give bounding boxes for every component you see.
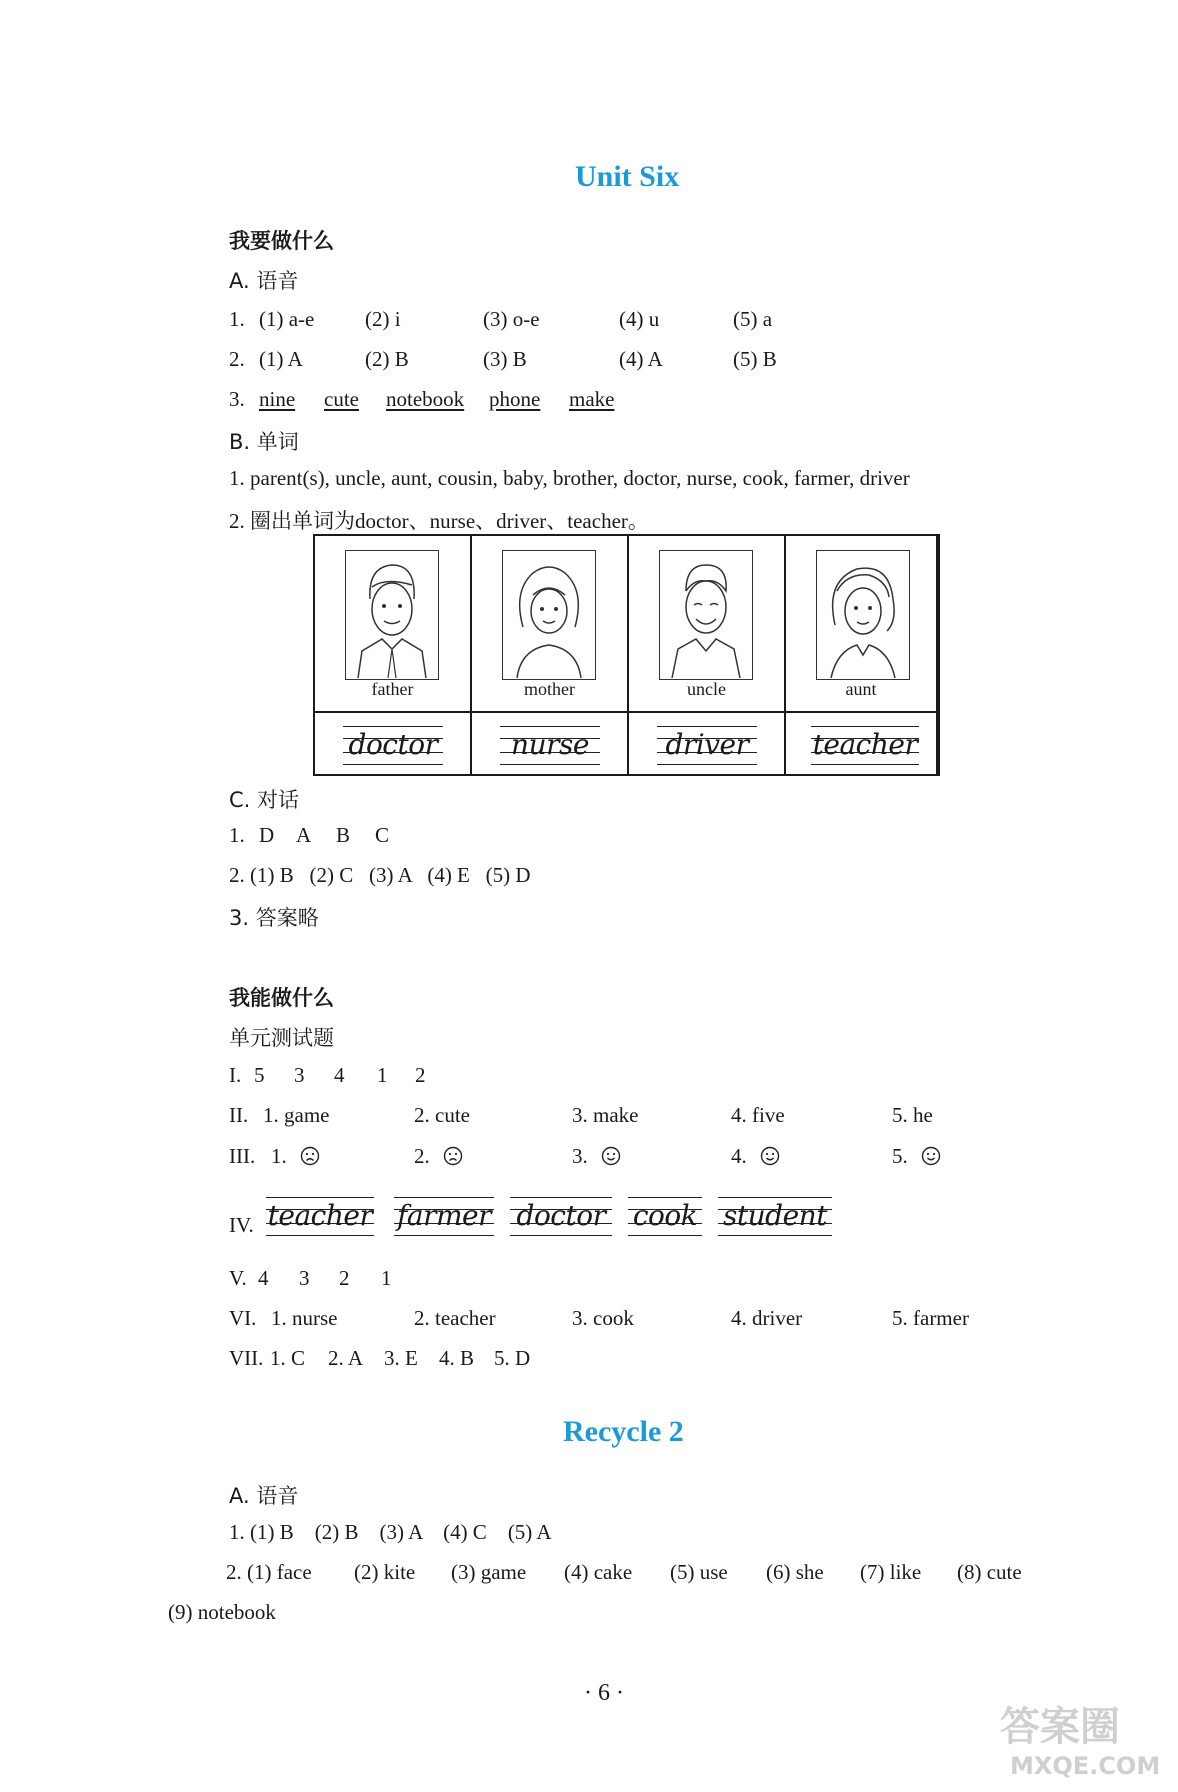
a-q1-label: 1. xyxy=(229,307,245,331)
recycle-q2-item: (2) kite xyxy=(354,1560,416,1584)
handwriting-cell xyxy=(266,1195,374,1239)
handwriting-cell xyxy=(657,722,757,766)
q-III-label: III. xyxy=(229,1144,256,1168)
a-q3-word: notebook xyxy=(386,387,465,411)
aunt-portrait xyxy=(816,550,910,680)
recycle-q2-item: (6) she xyxy=(766,1560,824,1584)
q-II-item: 5. he xyxy=(892,1103,933,1127)
a-q1-item: (4) u xyxy=(619,307,660,331)
section-heading-1: 我要做什么 xyxy=(229,229,334,253)
c-q3: 3. 答案略 xyxy=(229,906,319,930)
a-q1-item: (3) o-e xyxy=(483,307,540,331)
q-VII-item: 2. A xyxy=(328,1346,364,1370)
happy-face-icon xyxy=(921,1146,941,1166)
table-caption: father xyxy=(371,679,414,699)
c-q1-item: D xyxy=(259,823,275,847)
recycle-q2-item: 2. (1) face xyxy=(226,1560,312,1584)
family-table xyxy=(313,534,940,776)
a-q1-item: (2) i xyxy=(365,307,401,331)
b-q1: 1. parent(s), uncle, aunt, cousin, baby, brother, doctor, nurse, cook, farmer, driver xyxy=(229,466,910,490)
table-caption: mother xyxy=(524,679,575,699)
a-q3-word: nine xyxy=(259,387,296,411)
q-IV-label: IV. xyxy=(229,1213,254,1237)
q-VII-item: 5. D xyxy=(494,1346,531,1370)
c-q1-item: B xyxy=(336,823,351,847)
q-VI-item: 1. nurse xyxy=(271,1306,338,1330)
handwriting-cell xyxy=(500,722,600,766)
table-caption: aunt xyxy=(845,679,877,699)
watermark-logo: 答案圈 xyxy=(1000,1704,1120,1750)
q-I-label: I. xyxy=(229,1063,242,1087)
q-VI-item: 4. driver xyxy=(731,1306,803,1330)
q-III-item: 5. xyxy=(892,1144,908,1168)
handwritten-word: teacher xyxy=(812,728,918,761)
recycle-q2-item: (8) cute xyxy=(957,1560,1022,1584)
page-number: · 6 · xyxy=(584,1680,624,1706)
a-q1-item: (5) a xyxy=(733,307,773,331)
b-q2: 2. 圈出单词为doctor、nurse、driver、teacher。 xyxy=(229,509,649,533)
recycle-q2-cont: (9) notebook xyxy=(168,1600,276,1624)
a-q3-word: phone xyxy=(489,387,541,411)
a-q2-item: (4) A xyxy=(619,347,663,371)
q-VI-label: VI. xyxy=(229,1306,257,1330)
father-portrait xyxy=(345,550,439,680)
a-q3-label: 3. xyxy=(229,387,245,411)
c-q1-label: 1. xyxy=(229,823,245,847)
handwritten-word: student xyxy=(723,1199,827,1232)
q-III-item: 3. xyxy=(572,1144,588,1168)
handwriting-cell xyxy=(510,1195,612,1239)
c-q1-item: C xyxy=(375,823,390,847)
q-II-item: 3. make xyxy=(572,1103,639,1127)
c-q2: 2. (1) B (2) C (3) A (4) E (5) D xyxy=(229,863,531,887)
q-VII-item: 1. C xyxy=(270,1346,306,1370)
q-II-item: 1. game xyxy=(263,1103,330,1127)
a-q3-word: cute xyxy=(324,387,359,411)
handwriting-cell xyxy=(343,722,443,766)
q-V-item: 3 xyxy=(299,1266,310,1290)
q-VII-item: 3. E xyxy=(384,1346,418,1370)
handwritten-word: doctor xyxy=(348,728,438,761)
q-II-item: 2. cute xyxy=(414,1103,470,1127)
a-q3-word: make xyxy=(569,387,615,411)
test-heading: 单元测试题 xyxy=(229,1026,334,1050)
q-VI-item: 3. cook xyxy=(572,1306,634,1330)
handwriting-cell xyxy=(718,1195,832,1239)
q-V-item: 2 xyxy=(339,1266,350,1290)
a-q2-item: (5) B xyxy=(733,347,777,371)
a-q1-item: (1) a-e xyxy=(259,307,315,331)
recycle-title: Recycle 2 xyxy=(563,1415,684,1448)
happy-face-icon xyxy=(601,1146,621,1166)
handwriting-cell xyxy=(394,1195,494,1239)
uncle-portrait xyxy=(659,550,753,680)
handwritten-word: doctor xyxy=(516,1199,606,1232)
q-V-item: 4 xyxy=(258,1266,269,1290)
sad-face-icon xyxy=(300,1146,320,1166)
a-q2-item: (1) A xyxy=(259,347,303,371)
q-VI-item: 5. farmer xyxy=(892,1306,969,1330)
handwritten-word: cook xyxy=(632,1199,698,1232)
recycle-q2-item: (4) cake xyxy=(564,1560,633,1584)
watermark-url: MXQE.COM xyxy=(1010,1752,1161,1780)
c-q1-item: A xyxy=(296,823,312,847)
handwritten-word: farmer xyxy=(397,1199,491,1232)
handwriting-cell xyxy=(811,722,919,766)
q-I-item: 5 xyxy=(254,1063,265,1087)
a-heading: A. 语音 xyxy=(229,269,299,293)
a-q2-item: (2) B xyxy=(365,347,409,371)
q-V-item: 1 xyxy=(381,1266,392,1290)
q-VI-item: 2. teacher xyxy=(414,1306,496,1330)
happy-face-icon xyxy=(760,1146,780,1166)
handwriting-cell xyxy=(628,1195,702,1239)
q-I-item: 3 xyxy=(294,1063,305,1087)
q-III-item: 1. xyxy=(271,1144,287,1168)
handwritten-word: driver xyxy=(665,728,749,761)
q-III-item: 2. xyxy=(414,1144,430,1168)
recycle-q1: 1. (1) B (2) B (3) A (4) C (5) A xyxy=(229,1520,552,1544)
q-I-item: 2 xyxy=(415,1063,426,1087)
recycle-q2-item: (5) use xyxy=(670,1560,728,1584)
table-caption: uncle xyxy=(687,679,726,699)
a-q2-label: 2. xyxy=(229,347,245,371)
unit-title: Unit Six xyxy=(575,160,680,193)
c-heading: C. 对话 xyxy=(229,788,300,812)
q-I-item: 4 xyxy=(334,1063,345,1087)
b-heading: B. 单词 xyxy=(229,430,299,454)
handwritten-word: nurse xyxy=(511,728,589,761)
q-III-item: 4. xyxy=(731,1144,747,1168)
section-heading-2: 我能做什么 xyxy=(229,986,334,1010)
a-q2-item: (3) B xyxy=(483,347,527,371)
handwritten-word: teacher xyxy=(267,1199,373,1232)
mother-portrait xyxy=(502,550,596,680)
q-I-item: 1 xyxy=(377,1063,388,1087)
recycle-q2-item: (7) like xyxy=(860,1560,922,1584)
recycle-a-heading: A. 语音 xyxy=(229,1484,299,1508)
sad-face-icon xyxy=(443,1146,463,1166)
q-V-label: V. xyxy=(229,1266,247,1290)
q-VII-item: 4. B xyxy=(439,1346,475,1370)
q-VII-label: VII. xyxy=(229,1346,264,1370)
q-II-label: II. xyxy=(229,1103,249,1127)
q-II-item: 4. five xyxy=(731,1103,785,1127)
recycle-q2-item: (3) game xyxy=(451,1560,527,1584)
